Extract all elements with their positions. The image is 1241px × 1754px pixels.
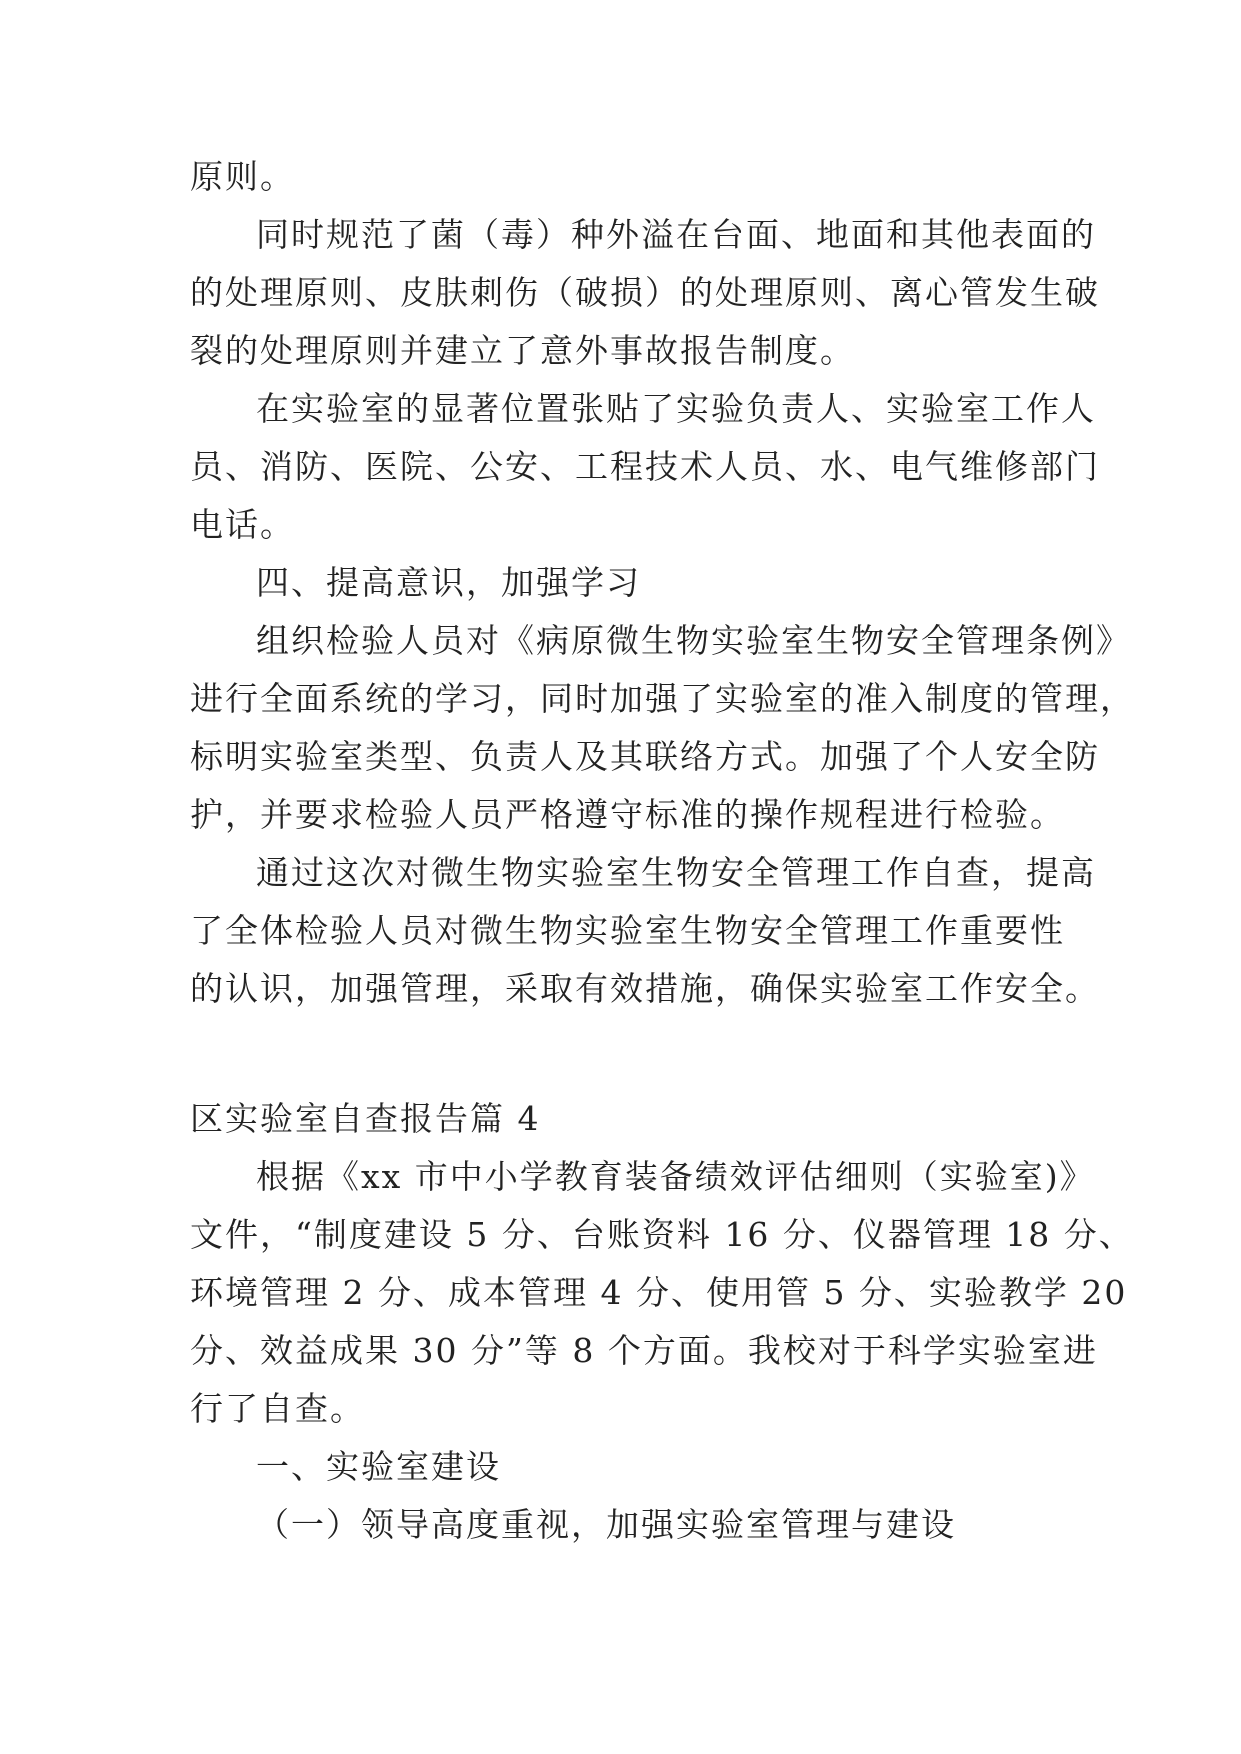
paragraph-line: 通过这次对微生物实验室生物安全管理工作自查，提高 xyxy=(256,853,1096,892)
paragraph-line: 原则。 xyxy=(190,157,295,196)
paragraph-line: 分、效益成果 30 分”等 8 个方面。我校对于科学实验室进 xyxy=(190,1331,1098,1370)
paragraph-line: 行了自查。 xyxy=(190,1389,365,1428)
paragraph-line: 的处理原则、皮肤刺伤（破损）的处理原则、离心管发生破 xyxy=(190,273,1100,312)
paragraph-line: 员、消防、医院、公安、工程技术人员、水、电气维修部门 xyxy=(190,447,1100,486)
paragraph-line: 进行全面系统的学习，同时加强了实验室的准入制度的管理， xyxy=(190,679,1135,718)
paragraph-line: 裂的处理原则并建立了意外事故报告制度。 xyxy=(190,331,855,370)
section-heading: 四、提高意识，加强学习 xyxy=(256,563,641,602)
paragraph-line: 根据《xx 市中小学教育装备绩效评估细则（实验室)》 xyxy=(256,1157,1095,1196)
paragraph-line: 文件，“制度建设 5 分、台账资料 16 分、仪器管理 18 分、 xyxy=(190,1215,1134,1254)
paragraph-line: 组织检验人员对《病原微生物实验室生物安全管理条例》 xyxy=(256,621,1131,660)
paragraph-line: 了全体检验人员对微生物实验室生物安全管理工作重要性 xyxy=(190,911,1065,950)
section-two-text xyxy=(190,1090,1134,1554)
section-heading: 一、实验室建设 xyxy=(256,1447,501,1486)
paragraph-line: 在实验室的显著位置张贴了实验负责人、实验室工作人 xyxy=(256,389,1096,428)
paragraph-line: 标明实验室类型、负责人及其联络方式。加强了个人安全防 xyxy=(190,737,1100,776)
subsection-heading: （一）领导高度重视，加强实验室管理与建设 xyxy=(256,1505,956,1544)
paragraph-line: 护，并要求检验人员严格遵守标准的操作规程进行检验。 xyxy=(190,795,1065,834)
paragraph-line: 的认识，加强管理，采取有效措施，确保实验室工作安全。 xyxy=(190,969,1100,1008)
document-title: 区实验室自查报告篇 4 xyxy=(190,1099,541,1138)
paragraph-line: 环境管理 2 分、成本管理 4 分、使用管 5 分、实验教学 20 xyxy=(190,1273,1128,1312)
section-one-text xyxy=(190,148,1135,1018)
paragraph-line: 同时规范了菌（毒）种外溢在台面、地面和其他表面的 xyxy=(256,215,1096,254)
paragraph-line: 电话。 xyxy=(190,505,295,544)
